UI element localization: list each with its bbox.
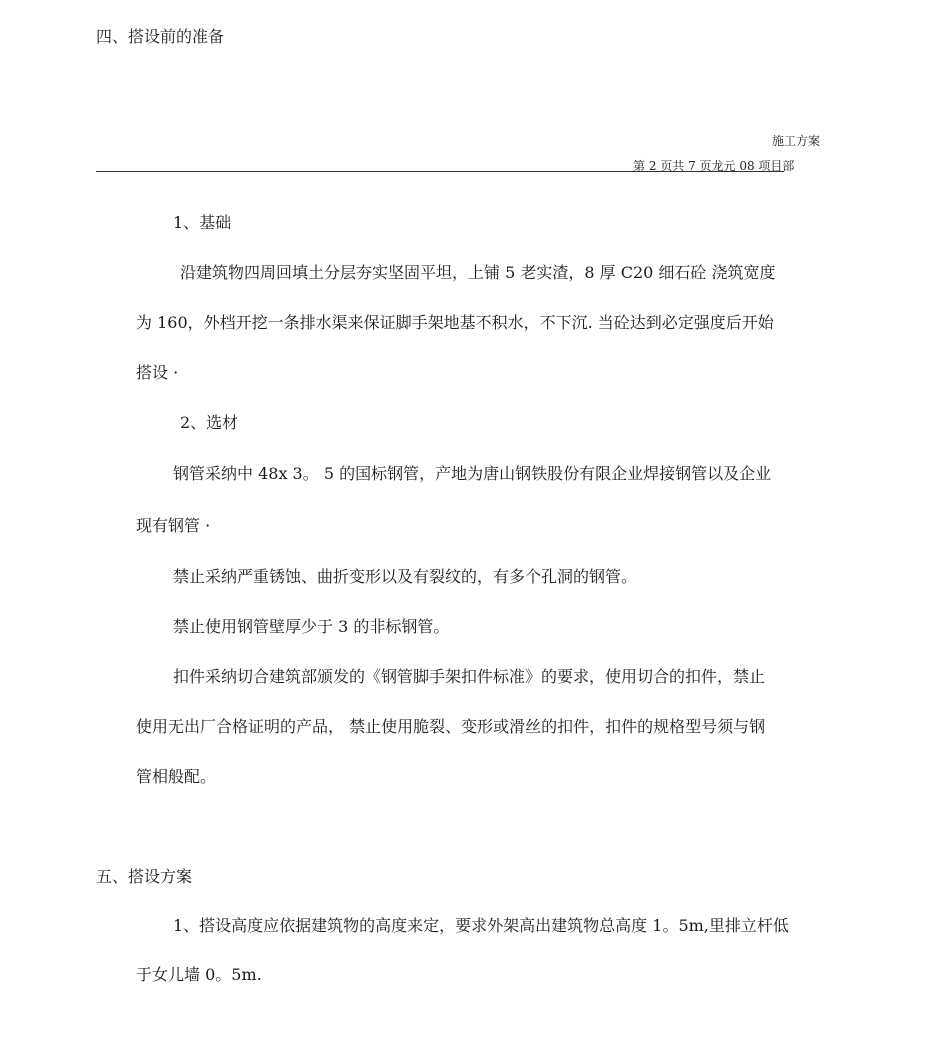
paragraph-line: 禁止采纳严重锈蚀、曲折变形以及有裂纹的，有多个孔洞的钢管。 [173,567,638,586]
paragraph-line: 为 160，外档开挖一条排水渠来保证脚手架地基不积水，不下沉. 当砼达到必定强度后开始 [136,313,774,332]
header-rule [96,171,784,172]
section-heading-5: 五、搭设方案 [96,867,193,886]
paragraph-line: 禁止使用钢管壁厚少于 3 的非标钢管。 [173,617,450,636]
paragraph-line: 1、搭设高度应依据建筑物的高度来定，要求外架高出建筑物总高度 1。5m,里排立杆低 [173,916,789,935]
paragraph-line: 沿建筑物四周回填土分层夯实坚固平坦，上铺 5 老实渣，8 厚 C20 细石砼 浇筑宽度 [180,263,776,282]
section-heading-4: 四、搭设前的准备 [96,27,225,46]
paragraph-line: 现有钢管 · [136,516,211,535]
sub-heading-materials: 2、选材 [180,413,239,432]
paragraph-line: 搭设 · [136,363,179,382]
paragraph-line: 管相般配。 [136,767,217,786]
paragraph-line: 扣件采纳切合建筑部颁发的《钢管脚手架扣件标准》的要求，使用切合的扣件，禁止 [173,667,766,686]
header-title: 施工方案 [772,134,821,148]
paragraph-line: 钢管采纳中 48x 3。 5 的国标钢管，产地为唐山钢铁股份有限企业焊接钢管以及企业 [173,464,772,483]
paragraph-line: 于女儿墙 0。5m. [136,965,262,984]
paragraph-line: 使用无出厂合格证明的产品， 禁止使用脆裂、变形或滑丝的扣件，扣件的规格型号须与钢 [136,717,766,736]
sub-heading-foundation: 1、基础 [173,213,232,232]
header-page-info: 第 2 页共 7 页龙元 08 项目部 [633,159,795,173]
